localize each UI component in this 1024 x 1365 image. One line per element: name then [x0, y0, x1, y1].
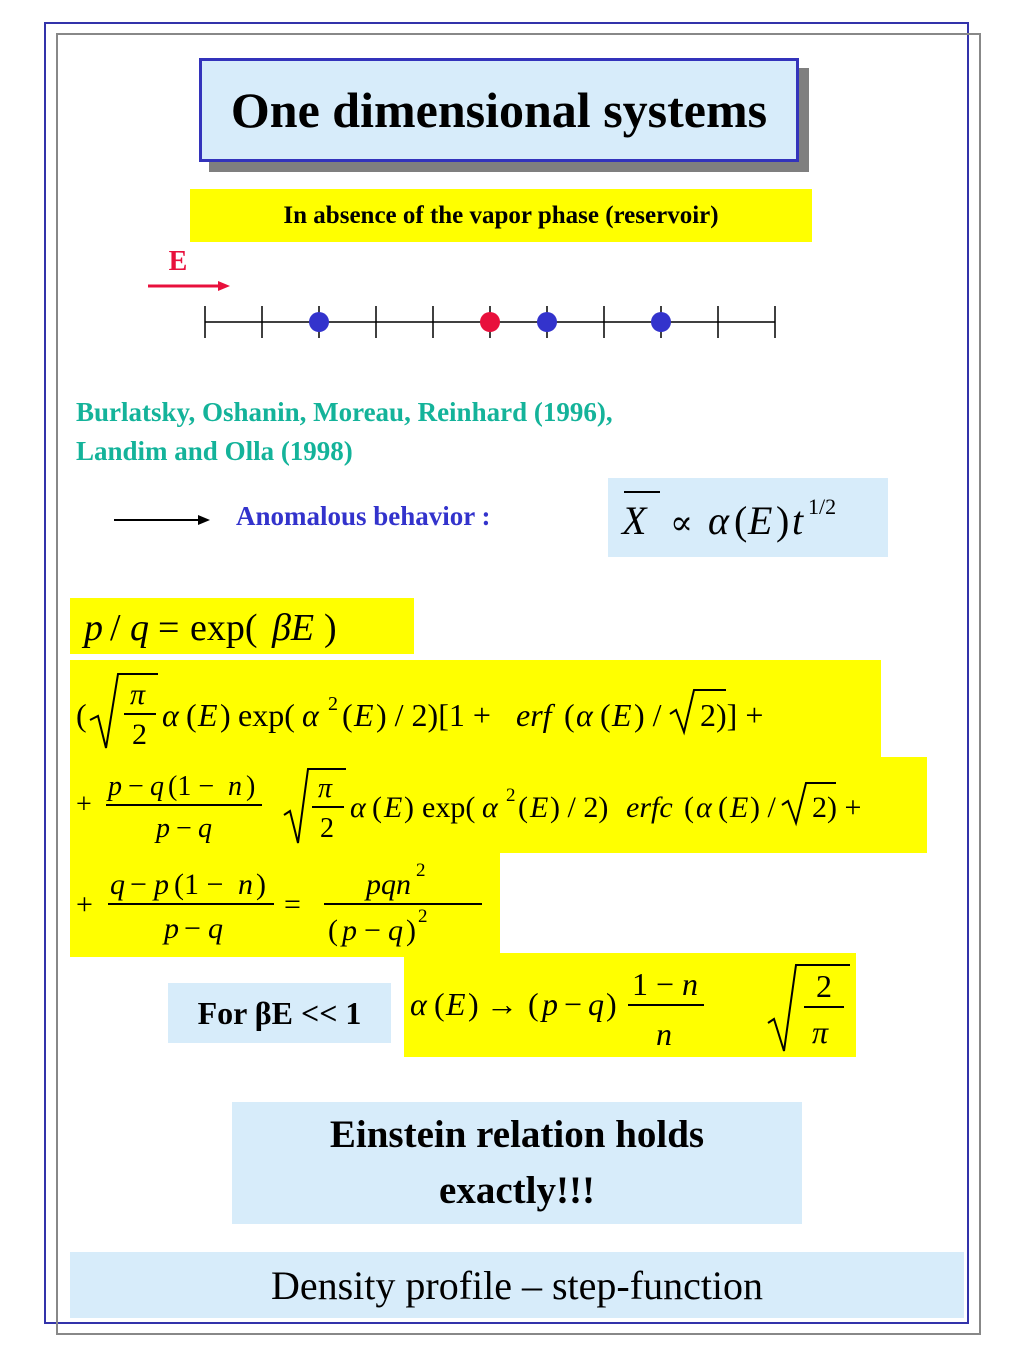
svg-text:α: α — [410, 986, 427, 1022]
svg-text:−: − — [564, 986, 583, 1022]
svg-text:+: + — [76, 789, 92, 820]
svg-text:q: q — [588, 986, 604, 1022]
svg-text:): ) — [404, 791, 414, 824]
svg-text:(: ( — [600, 697, 611, 733]
svg-text:2: 2 — [416, 860, 426, 881]
svg-text:(: ( — [734, 498, 748, 543]
svg-text:−: − — [128, 771, 144, 802]
equation-pq — [70, 598, 414, 654]
svg-text:+: + — [76, 888, 93, 921]
svg-text:p: p — [542, 986, 558, 1022]
svg-text:q: q — [208, 912, 223, 945]
svg-text:n: n — [656, 1016, 672, 1052]
svg-text:−: − — [364, 914, 381, 947]
svg-text:p: p — [164, 912, 179, 945]
svg-text:2: 2 — [328, 693, 338, 715]
svg-text:erf: erf — [516, 697, 552, 733]
svg-text:(: ( — [76, 697, 87, 733]
svg-text:): ) — [468, 986, 479, 1022]
svg-text:α: α — [576, 697, 593, 733]
references — [76, 393, 796, 471]
svg-text:α: α — [302, 697, 319, 733]
particle — [309, 312, 329, 332]
svg-text:): ) — [606, 986, 617, 1022]
svg-text:n: n — [228, 771, 242, 802]
svg-text:p: p — [108, 771, 122, 802]
svg-text:(: ( — [528, 986, 539, 1022]
svg-text:q: q — [110, 868, 125, 901]
svg-text:E: E — [354, 697, 374, 733]
lattice — [205, 306, 775, 338]
svg-text:π: π — [812, 1014, 829, 1050]
svg-text:p: p — [84, 607, 103, 649]
subtitle: In absence of the vapor phase (reservoir) — [190, 189, 812, 242]
svg-text:): ) — [324, 607, 337, 649]
svg-text:2: 2 — [418, 906, 428, 927]
svg-text:π: π — [130, 678, 146, 711]
svg-text:1/2: 1/2 — [808, 494, 837, 519]
svg-text:(: ( — [328, 914, 338, 947]
equation-alpha-limit — [404, 953, 856, 1057]
svg-text:βE: βE — [272, 607, 315, 649]
svg-text:(: ( — [434, 986, 445, 1022]
svg-text:): ) — [256, 868, 266, 901]
svg-text:p: p — [342, 914, 357, 947]
svg-text:∝: ∝ — [670, 505, 694, 542]
lattice-diagram — [140, 240, 800, 350]
svg-text:→: → — [486, 986, 518, 1022]
svg-text:E: E — [730, 791, 749, 824]
svg-text:E: E — [748, 498, 773, 543]
svg-text:E: E — [446, 986, 466, 1022]
svg-text:−: − — [184, 912, 201, 945]
svg-text:(1 −: (1 − — [168, 771, 215, 802]
equation-line-2 — [70, 757, 927, 853]
svg-text:) /: ) / — [634, 697, 662, 733]
svg-text:α: α — [482, 791, 498, 824]
svg-text:t: t — [792, 498, 804, 543]
tracer-particle — [480, 312, 500, 332]
svg-text:2: 2 — [506, 785, 516, 806]
svg-text:): ) — [406, 914, 416, 947]
svg-text:p: p — [154, 868, 169, 901]
svg-text:exp(: exp( — [190, 607, 258, 649]
svg-text:) / 2): ) / 2) — [550, 791, 609, 824]
svg-text:exp(: exp( — [238, 697, 295, 733]
einstein-line-1: Einstein relation holds — [329, 1113, 705, 1156]
slide-title: One dimensional systems — [199, 58, 799, 162]
svg-text:2: 2 — [320, 813, 334, 844]
svg-text:q: q — [130, 607, 149, 649]
svg-text:p: p — [156, 813, 170, 844]
particle — [651, 312, 671, 332]
svg-text:α: α — [708, 498, 729, 543]
svg-text:/: / — [110, 607, 121, 649]
svg-text:n: n — [238, 868, 253, 901]
svg-text:α: α — [162, 697, 179, 733]
implies-arrow-icon — [110, 508, 220, 532]
einstein-relation — [232, 1102, 802, 1224]
svg-text:α: α — [696, 791, 712, 824]
svg-text:X: X — [622, 498, 647, 543]
reference-1: Burlatsky, Oshanin, Moreau, Reinhard (1996), — [76, 397, 613, 427]
svg-text:q: q — [150, 771, 164, 802]
svg-text:2: 2 — [132, 718, 147, 751]
svg-text:exp(: exp( — [422, 791, 476, 824]
svg-text:(1 −: (1 − — [174, 868, 224, 901]
svg-text:−: − — [176, 813, 192, 844]
svg-text:(: ( — [518, 791, 528, 824]
svg-text:2: 2 — [816, 968, 832, 1004]
svg-text:q: q — [198, 813, 212, 844]
anomalous-label: Anomalous behavior : — [236, 501, 491, 531]
svg-text:α: α — [350, 791, 366, 824]
field-arrow-icon — [148, 281, 230, 291]
svg-text:): ) — [246, 771, 256, 802]
einstein-line-2: exactly!!! — [439, 1169, 595, 1212]
svg-text:(: ( — [684, 791, 694, 824]
svg-text:q: q — [388, 914, 403, 947]
svg-text:=: = — [284, 888, 301, 921]
svg-text:E: E — [612, 697, 632, 733]
svg-text:pqn: pqn — [366, 868, 411, 901]
reference-2: Landim and Olla (1998) — [76, 436, 353, 466]
svg-text:erfc: erfc — [626, 791, 673, 824]
svg-text:) /: ) / — [750, 791, 776, 824]
svg-text:E: E — [530, 791, 549, 824]
for-condition: For βE << 1 — [168, 983, 391, 1043]
svg-text:) / 2)[1 +: ) / 2)[1 + — [376, 697, 491, 733]
svg-text:E: E — [198, 697, 218, 733]
particle — [537, 312, 557, 332]
density-profile: Density profile – step-function — [70, 1252, 964, 1318]
equation-line-3 — [70, 852, 500, 957]
svg-text:): ) — [220, 697, 231, 733]
svg-text:=: = — [158, 607, 180, 649]
svg-text:E: E — [384, 791, 403, 824]
svg-text:−: − — [130, 868, 147, 901]
svg-text:2)] +: 2)] + — [700, 697, 764, 733]
equation-line-1 — [70, 660, 881, 760]
field-label: E — [168, 246, 188, 277]
formula-displacement — [608, 478, 888, 557]
svg-text:(: ( — [186, 697, 197, 733]
svg-text:2) +: 2) + — [812, 791, 862, 824]
svg-text:(: ( — [372, 791, 382, 824]
svg-text:): ) — [776, 498, 790, 543]
svg-text:π: π — [318, 773, 333, 804]
svg-text:1 −: 1 − — [632, 966, 675, 1002]
svg-text:(: ( — [564, 697, 575, 733]
svg-text:(: ( — [718, 791, 728, 824]
svg-text:(: ( — [342, 697, 353, 733]
svg-text:n: n — [682, 966, 698, 1002]
